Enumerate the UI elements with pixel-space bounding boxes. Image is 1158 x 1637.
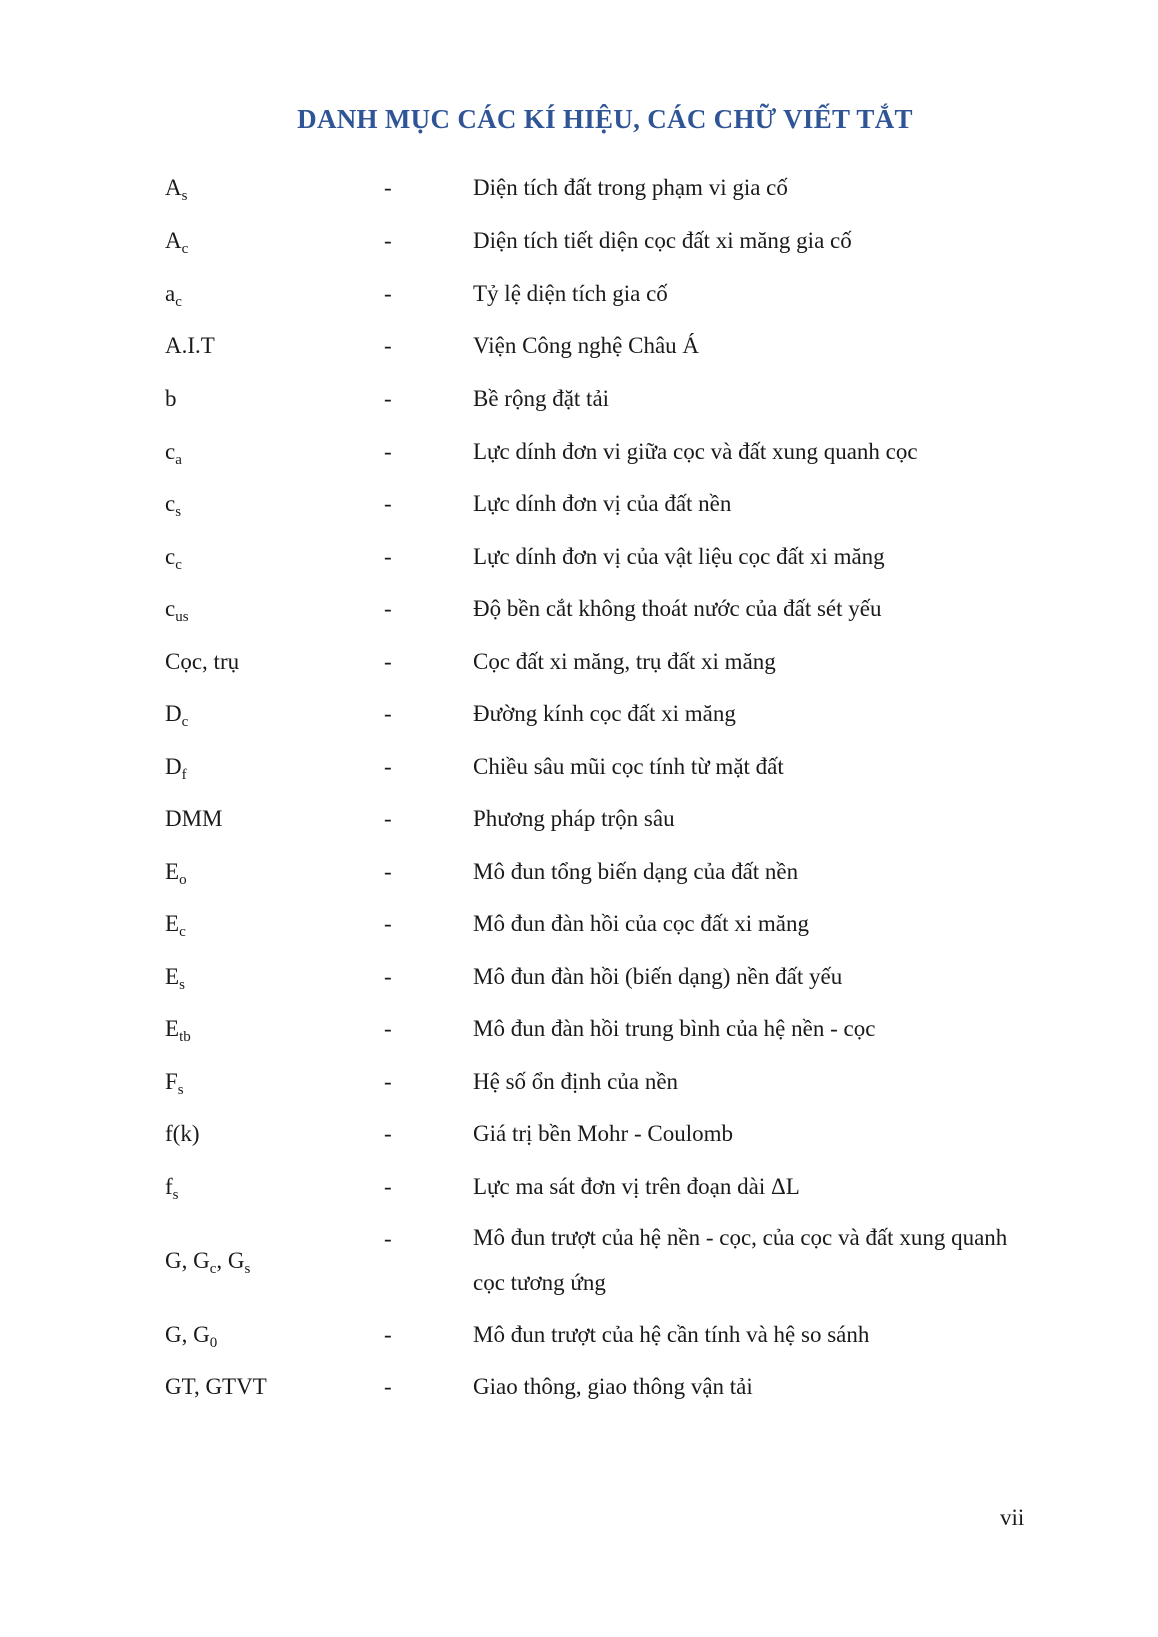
- description: Giao thông, giao thông vận tải: [473, 1374, 753, 1399]
- description: Lực dính đơn vi giữa cọc và đất xung quanh cọc: [473, 439, 918, 464]
- description: Viện Công nghệ Châu Á: [473, 333, 700, 358]
- description: Mô đun tổng biến dạng của đất nền: [473, 859, 799, 884]
- symbol: A.I.T: [165, 333, 215, 358]
- description: Phương pháp trộn sâu: [473, 806, 675, 831]
- description: Giá trị bền Mohr - Coulomb: [473, 1121, 733, 1146]
- page-title: DANH MỤC CÁC KÍ HIỆU, CÁC CHỮ VIẾT TẮT: [297, 104, 913, 134]
- description: Mô đun trượt của hệ nền - cọc, của cọc và đất xung quanh cọc tương ứng: [473, 1225, 1008, 1295]
- separator-dash: -: [384, 439, 392, 464]
- separator-dash: -: [384, 491, 392, 516]
- separator-dash: -: [384, 1121, 392, 1146]
- separator-dash: -: [384, 649, 392, 674]
- symbol: G, $G_0$: [165, 1322, 218, 1351]
- description: Bề rộng đặt tải: [473, 386, 610, 411]
- symbol: Cọc, trụ: [165, 649, 240, 674]
- separator-dash: -: [384, 228, 392, 253]
- symbol: $c_s$: [165, 491, 182, 520]
- description: Mô đun đàn hồi trung bình của hệ nền - cọc: [473, 1016, 876, 1041]
- separator-dash: -: [384, 175, 392, 200]
- symbol: $E_{tb}$: [165, 1016, 191, 1045]
- description: Cọc đất xi măng, trụ đất xi măng: [473, 649, 776, 674]
- separator-dash: -: [384, 1174, 392, 1199]
- separator-dash: -: [384, 596, 392, 621]
- separator-dash: -: [384, 1322, 392, 1347]
- separator-dash: -: [384, 1226, 392, 1251]
- symbol: f(k): [165, 1121, 200, 1146]
- description: Hệ số ổn định của nền: [473, 1069, 679, 1094]
- symbol: $D_c$: [165, 701, 189, 730]
- separator-dash: -: [384, 806, 392, 831]
- separator-dash: -: [384, 1016, 392, 1041]
- separator-dash: -: [384, 701, 392, 726]
- separator-dash: -: [384, 1069, 392, 1094]
- description: Lực dính đơn vị của vật liệu cọc đất xi măng: [473, 544, 885, 569]
- description: Lực ma sát đơn vị trên đoạn dài ΔL: [473, 1174, 800, 1199]
- symbol: $c_c$: [165, 544, 182, 573]
- symbol: DMM: [165, 806, 223, 831]
- symbol: $D_f$: [165, 754, 187, 783]
- separator-dash: -: [384, 911, 392, 936]
- description: Diện tích tiết diện cọc đất xi măng gia cố: [473, 228, 852, 253]
- separator-dash: -: [384, 386, 392, 411]
- separator-dash: -: [384, 964, 392, 989]
- symbol: b: [165, 386, 177, 411]
- symbol: $c_{us}$: [165, 596, 189, 625]
- separator-dash: -: [384, 281, 392, 306]
- symbol: $c_a$: [165, 439, 182, 468]
- description: Mô đun trượt của hệ cần tính và hệ so sánh: [473, 1322, 870, 1347]
- description: Lực dính đơn vị của đất nền: [473, 491, 732, 516]
- symbol: GT, GTVT: [165, 1374, 267, 1399]
- description: Mô đun đàn hồi của cọc đất xi măng: [473, 911, 809, 936]
- symbol: $f_s$: [165, 1174, 179, 1203]
- description: Mô đun đàn hồi (biến dạng) nền đất yếu: [473, 964, 843, 989]
- description: Diện tích đất trong phạm vi gia cố: [473, 175, 788, 200]
- symbol: $E_o$: [165, 859, 187, 888]
- symbol: $A_c$: [165, 228, 189, 257]
- separator-dash: -: [384, 859, 392, 884]
- description: Đường kính cọc đất xi măng: [473, 701, 736, 726]
- description: Độ bền cắt không thoát nước của đất sét yếu: [473, 596, 882, 621]
- page-number: vii: [1000, 1505, 1025, 1530]
- symbol: $E_c$: [165, 911, 186, 940]
- separator-dash: -: [384, 754, 392, 779]
- description: Chiều sâu mũi cọc tính từ mặt đất: [473, 754, 784, 779]
- separator-dash: -: [384, 1374, 392, 1399]
- description: Tỷ lệ diện tích gia cố: [473, 281, 668, 306]
- separator-dash: -: [384, 544, 392, 569]
- symbol: $E_s$: [165, 964, 185, 993]
- symbol: G, $G_c$, $G_s$: [165, 1248, 251, 1277]
- symbol: $A_s$: [165, 175, 188, 204]
- separator-dash: -: [384, 333, 392, 358]
- symbol: $a_c$: [165, 281, 182, 310]
- symbol: $F_s$: [165, 1069, 184, 1098]
